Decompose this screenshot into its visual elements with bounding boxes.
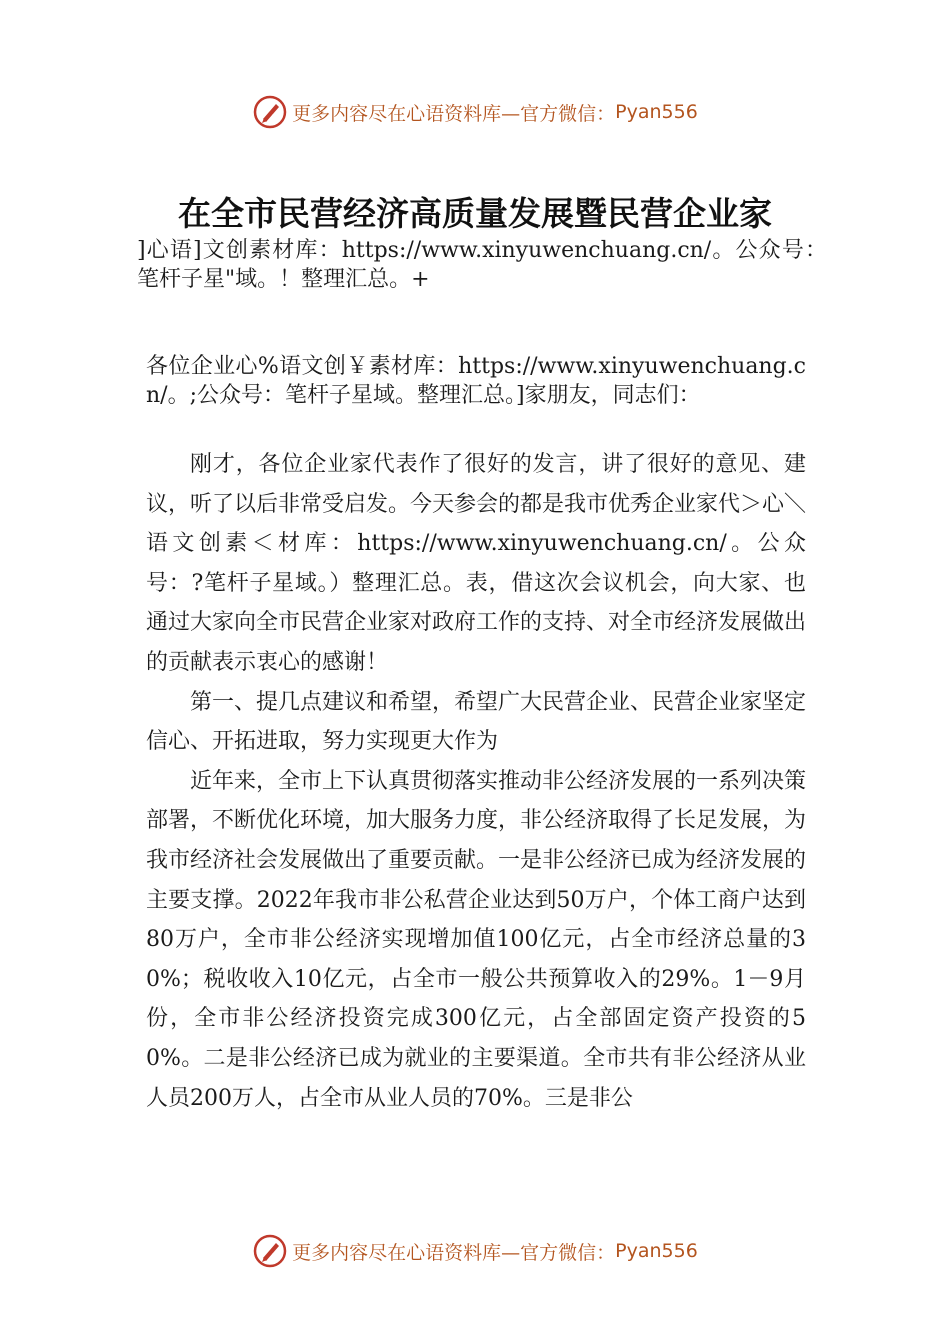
wechat-id: Pyan556 (615, 101, 698, 123)
paragraph: 近年来，全市上下认真贯彻落实推动非公经济发展的一系列决策部署，不断优化环境，加大服务力度，非公经济取得了长足发展，为我市经济社会发展做出了重要贡献。一是非公经济已成为经济发展的主要支撑。2022年我市非公私营企业达到50万户，个体工商户达到80万户，全市非公经济实现增加值100亿元，占全市经济总量的30%；税收收入10亿元，占全市一般公共预算收入的29%。1－9月份，全市非公经济投资完成300亿元，占全部固定资产投资的50%。二是非公经济已成为就业的主要渠道。全市共有非公经济从业人员200万人，占全市从业人员的70%。三是非公 (146, 768, 807, 1111)
footer-banner (0, 1231, 950, 1271)
document-subtitle: ]心语]文创素材库：https://www.xinyuwenchuang.cn/。公众号：笔杆子星"域。！整理汇总。+ (137, 238, 827, 292)
document-title: 在全市民营经济高质量发展暨民营企业家 (178, 194, 772, 233)
wechat-id: Pyan556 (615, 1240, 698, 1262)
document-body (146, 445, 806, 1118)
header-banner (0, 92, 950, 132)
banner-text: 更多内容尽在心语资料库—官方微信： (292, 1241, 616, 1264)
paragraph: 刚才，各位企业家代表作了很好的发言，讲了很好的意见、建议，听了以后非常受启发。今天参会的都是我市优秀企业家代＞心＼语文创素＜材库：https://www.xinyuwenchuang.cn/。公众号：?笔杆子星域。）整理汇总。表，借这次会议机会，向大家、也通过大家向全市民营企业家对政府工作的支持、对全市经济发展做出的贡献表示衷心的感谢！ (146, 452, 807, 675)
paragraph: 第一、提几点建议和希望，希望广大民营企业、民营企业家坚定信心、开拓进取，努力实现更大作为 (146, 689, 807, 755)
greeting: 各位企业心%语文创￥素材库：https://www.xinyuwenchuang.cn/。;公众号：笔杆子星域。整理汇总。]家朋友，同志们： (146, 354, 806, 408)
banner-text: 更多内容尽在心语资料库—官方微信： (292, 102, 616, 125)
pen-nib-logo-icon (252, 94, 288, 130)
pen-nib-logo-icon (252, 1233, 288, 1269)
